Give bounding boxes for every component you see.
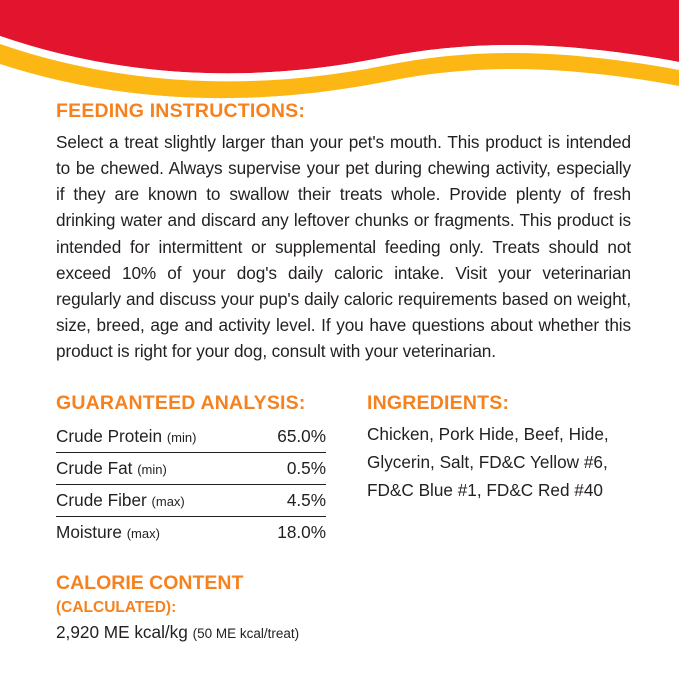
guaranteed-analysis-column: [56, 392, 339, 643]
ingredients-heading: INGREDIENTS:: [367, 392, 510, 415]
ingredients-body: Chicken, Pork Hide, Beef, Hide, Glycerin, Salt, FD&C Yellow #6, FD&C Blue #1, FD&C Red #40: [367, 424, 609, 500]
calorie-content-heading: [56, 572, 339, 618]
decorative-banner: [0, 0, 679, 110]
feeding-instructions-body: Select a treat slightly larger than your pet's mouth. This product is intended to be chewed. Always supervise your pet during chewing activity, especially if they are known to swallow their treats whole. Provide plenty of fresh drinking water and discard any leftover chunks or fragments. This product is intended for intermittent or supplemental feeding only. Treats should not exceed 10% of your dog's daily caloric intake. Visit your veterinarian regularly and discuss your pup's daily caloric requirements based on weight, size, breed, age and activity level. If you have questions about whether this product is right for your dog, consult with your veterinarian.: [56, 132, 631, 362]
nutrient-name: Crude Protein: [56, 426, 163, 447]
nutrient-cell: [56, 517, 256, 549]
nutrient-name: Crude Fat: [56, 458, 133, 479]
banner-swoosh-icon: [0, 0, 679, 110]
nutrient-value: 18.0%: [277, 522, 326, 543]
table-row: [56, 453, 326, 485]
calorie-content-value: 2,920 ME kcal/kg: [56, 622, 188, 643]
calorie-content-heading-main: CALORIE CONTENT: [56, 572, 244, 595]
guaranteed-analysis-table: [56, 421, 326, 548]
nutrient-value: 4.5%: [256, 485, 326, 517]
feeding-instructions-heading: FEEDING INSTRUCTIONS:: [56, 100, 306, 122]
label-content: [56, 100, 631, 643]
table-row: [56, 485, 326, 517]
nutrient-cell: [56, 453, 256, 485]
nutrient-name: Moisture: [56, 522, 122, 543]
table-row: [56, 421, 326, 453]
calorie-content-value-line: [56, 622, 339, 643]
table-row: [56, 517, 326, 549]
calorie-content-heading-sub: (CALCULATED):: [56, 599, 177, 617]
nutrient-qualifier: (max): [151, 494, 185, 510]
nutrient-cell: [56, 485, 256, 517]
lower-columns: [56, 392, 631, 643]
calorie-content-block: [56, 572, 339, 643]
nutrient-value: 65.0%: [256, 421, 326, 453]
calorie-content-per-treat: (50 ME kcal/treat): [192, 626, 300, 642]
nutrient-qualifier: (min): [137, 462, 167, 478]
nutrient-qualifier: (min): [166, 430, 197, 446]
nutrient-cell: [56, 421, 256, 453]
guaranteed-analysis-heading: GUARANTEED ANALYSIS:: [56, 392, 306, 415]
ingredients-column: [339, 392, 631, 643]
nutrient-name: Crude Fiber: [56, 490, 147, 511]
nutrient-value: 0.5%: [256, 453, 326, 485]
nutrient-qualifier: (max): [126, 526, 160, 542]
